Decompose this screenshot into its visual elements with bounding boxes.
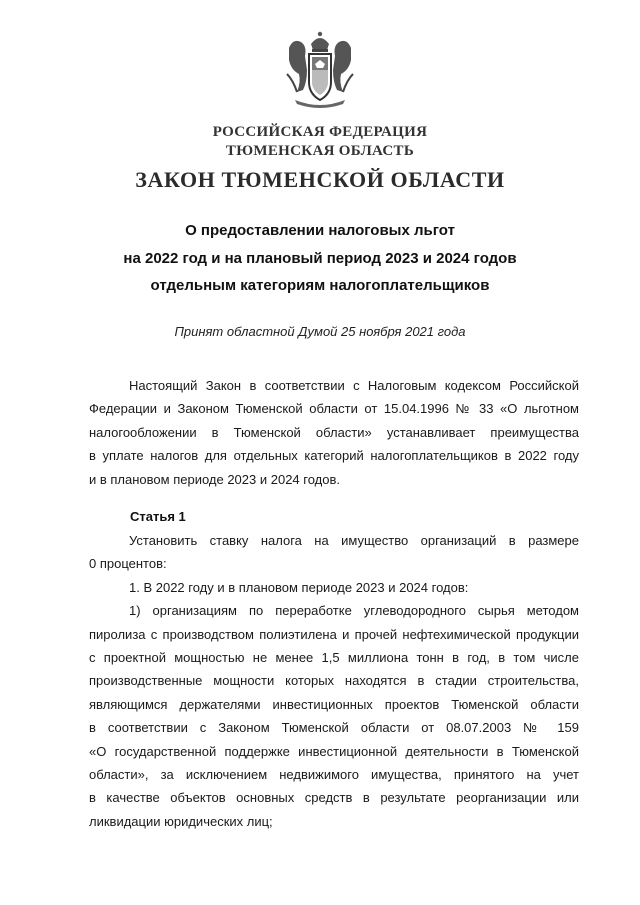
preamble-line: в уплате налогов для отдельных категорий налогоплательщиков в 2022 году <box>89 448 579 464</box>
article-1-body <box>89 529 579 833</box>
country-heading: РОССИЙСКАЯ ФЕДЕРАЦИЯ <box>212 124 428 140</box>
article-line: 0 процентов: <box>89 556 167 572</box>
adoption-note: Принят областной Думой 25 ноября 2021 года <box>174 324 466 339</box>
coat-of-arms-icon <box>283 30 357 110</box>
region-heading: ТЮМЕНСКАЯ ОБЛАСТЬ <box>225 143 415 159</box>
article-line: с проектной мощностью не менее 1,5 миллиона тонн в год, в том числе <box>89 650 579 666</box>
article-line: Установить ставку налога на имущество организаций в размере <box>129 533 579 548</box>
preamble-line: налогообложении в Тюменской области» устанавливает преимущества <box>89 424 579 440</box>
title-line-2: на 2022 год и на плановый период 2023 и 2024 годов <box>123 250 517 267</box>
preamble-line: Федерации и Законом Тюменской области от 15.04.1996 № 33 «О льготном <box>89 401 579 417</box>
article-1-heading: Статья 1 <box>130 509 186 524</box>
article-line: области», за исключением недвижимого имущества, принятого на учет <box>89 767 579 783</box>
law-heading: ЗАКОН ТЮМЕНСКОЙ ОБЛАСТИ <box>135 167 505 192</box>
article-line: в соответствии с Законом Тюменской области от 08.07.2003 № 159 <box>89 720 579 736</box>
article-line: являющимся держателями инвестиционных проектов Тюменской области <box>89 696 579 712</box>
article-line: производственные мощности которых находятся в стадии строительства, <box>89 673 579 689</box>
preamble-paragraph <box>89 374 579 491</box>
article-line: пиролиза с производством полиэтилена и прочей нефтехимической продукции <box>89 626 579 642</box>
article-line: 1. В 2022 году и в плановом периоде 2023 и 2024 годов: <box>129 579 469 595</box>
article-line: ликвидации юридических лиц; <box>89 813 273 829</box>
preamble-line: Настоящий Закон в соответствии с Налоговым кодексом Российской <box>129 378 579 393</box>
article-line: в качестве объектов основных средств в результате реорганизации или <box>89 790 579 806</box>
article-line: «О государственной поддержке инвестиционной деятельности в Тюменской <box>89 743 579 759</box>
article-line: 1) организациям по переработке углеводородного сырья методом <box>129 603 579 619</box>
title-line-1: О предоставлении налоговых льгот <box>185 222 455 239</box>
preamble-line: и в плановом периоде 2023 и 2024 годов. <box>89 471 340 487</box>
title-line-3: отдельным категориям налогоплательщиков <box>150 277 490 294</box>
